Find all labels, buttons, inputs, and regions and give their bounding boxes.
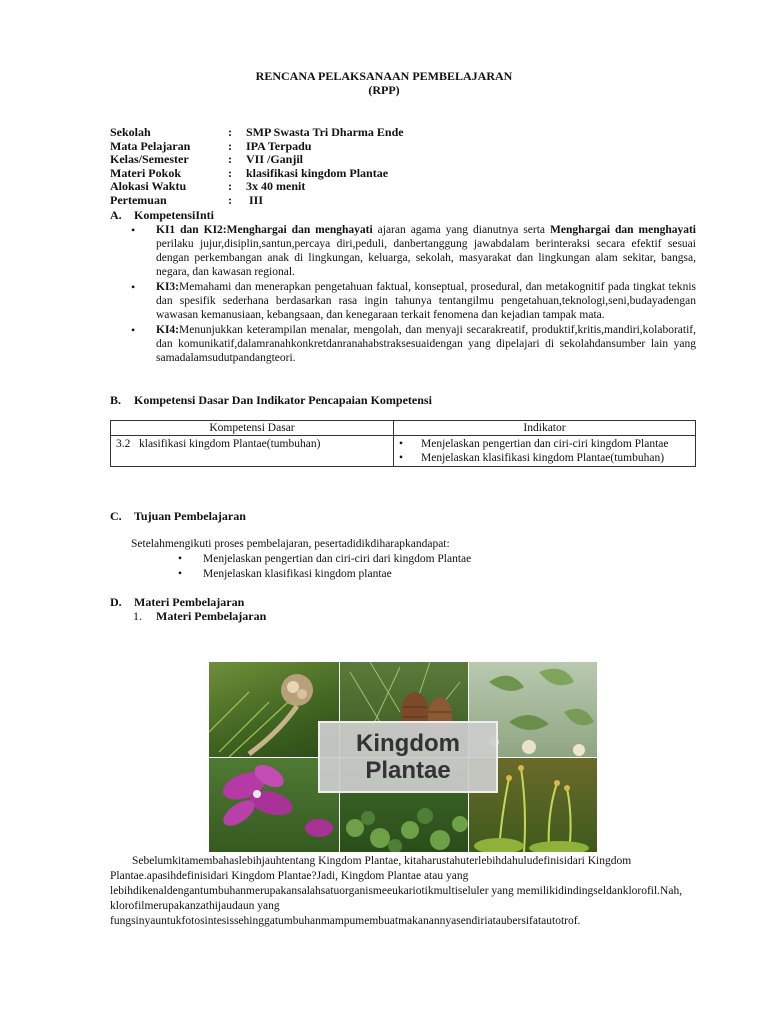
tujuan-list	[178, 552, 471, 581]
bullet-icon: •	[399, 438, 404, 450]
section-a-heading: A. KompetensiInti	[110, 208, 215, 222]
section-b-heading: B. Kompetensi Dasar Dan Indikator Pencapaian Kompetensi	[110, 393, 432, 407]
kingdom-plantae-badge: Kingdom Plantae	[318, 721, 498, 793]
identity-row: Kelas/Semester : VII /Ganjil	[110, 152, 304, 167]
bullet-icon: •	[178, 567, 183, 580]
table-row	[111, 436, 696, 467]
bullet-icon: •	[131, 223, 136, 237]
identity-row: Mata Pelajaran : IPA Terpadu	[110, 138, 312, 153]
list-item: • KI1 dan KI2:Menghargai dan menghayati ajaran agama yang dianutnya serta Menghargai dan menghayati perilaku jujur,disiplin,santun,percaya diri,peduli, danbertanggung jawabdalam berinteraksi secara efektif sesuai dengan perkembangan anak di lingkungan, keluarga, sekolah, masyarakat dan lingkungan alam sekitar, bangsa, negara, dan kawasan regional.	[131, 223, 697, 278]
tujuan-intro: Setelahmengikuti proses pembelajaran, pesertadidikdiharapkandapat:	[131, 538, 450, 550]
list-item: • Menjelaskan pengertian dan ciri-ciri dari kingdom Plantae	[178, 553, 472, 565]
table-cell: 3.2 klasifikasi kingdom Plantae(tumbuhan)	[111, 436, 394, 467]
closing-paragraph: Sebelumkitamembahaslebihjauhtentang Kingdom Plantae, kitaharustahuterlebihdahuludefinisidari Kingdom Plantae.apasihdefinisidari Kingdom Plantae?Jadi, Kingdom Plantae atau yang lebihdikenaldengantumbuhanmerupakansalahsatuorganismeeukariotikmultiseluler yang memilikidindingseldanklorofil.Nah, klorofilmerupakanzathijaudaun yang fungsinyauntukfotosintesissehinggatumbuhanmampumembuatmakanannyasendiriataubersifatautotrof.	[110, 855, 683, 927]
bullet-icon: •	[399, 452, 404, 464]
identity-row: Materi Pokok : klasifikasi kingdom Plantae	[110, 165, 389, 180]
kompetensi-table	[110, 420, 696, 467]
table-header-row	[111, 421, 696, 436]
list-item: • KI3:Memahami dan menerapkan pengetahuan faktual, konseptual, prosedural, dan metakognitif pada tingkat teknis dan spesifik sederhana berdasarkan rasa ingin tahunya tentangilmu pengetahuan,teknologi,seni,budayadengan wawasan kemanusiaan, kebangsaan, dan kenegaraan terkait fenomena dan kejadian tampak mata.	[131, 280, 696, 321]
list-item: • KI4:Menunjukkan keterampilan menalar, mengolah, dan menyaji secarakreatif, produktif,kritis,mandiri,kolaboratif, dan komunikatif,dalamranahkonkretdanranahabstraksesuaidengan yang dipelajari di sekolahdansumber lain yang samadalamsudutpandangteori.	[131, 323, 696, 364]
identity-block	[110, 125, 404, 207]
identity-row: Sekolah : SMP Swasta Tri Dharma Ende	[110, 125, 404, 139]
subsection-heading: 1. Materi Pembelajaran	[133, 609, 267, 623]
identity-row: Pertemuan : III	[110, 192, 264, 207]
bullet-icon: •	[131, 323, 136, 337]
bullet-icon: •	[178, 553, 183, 565]
list-item: • Menjelaskan klasifikasi kingdom plantae	[178, 567, 392, 580]
bullet-icon: •	[131, 280, 136, 294]
document-title: RENCANA PELAKSANAAN PEMBELAJARAN	[255, 69, 513, 83]
table-cell	[394, 436, 696, 467]
kompetensi-inti-list	[131, 223, 696, 366]
identity-row: Alokasi Waktu : 3x 40 menit	[110, 179, 306, 194]
document-subtitle: (RPP)	[368, 83, 400, 97]
table-header: Kompetensi Dasar	[111, 421, 394, 436]
table-header: Indikator	[394, 421, 696, 436]
section-c-heading: C. Tujuan Pembelajaran	[110, 509, 246, 523]
section-d-heading: D. Materi Pembelajaran	[110, 595, 245, 609]
list-item: • Menjelaskan pengertian dan ciri-ciri kingdom Plantae	[399, 438, 669, 450]
list-item: • Menjelaskan klasifikasi kingdom Plantae(tumbuhan)	[399, 452, 665, 464]
